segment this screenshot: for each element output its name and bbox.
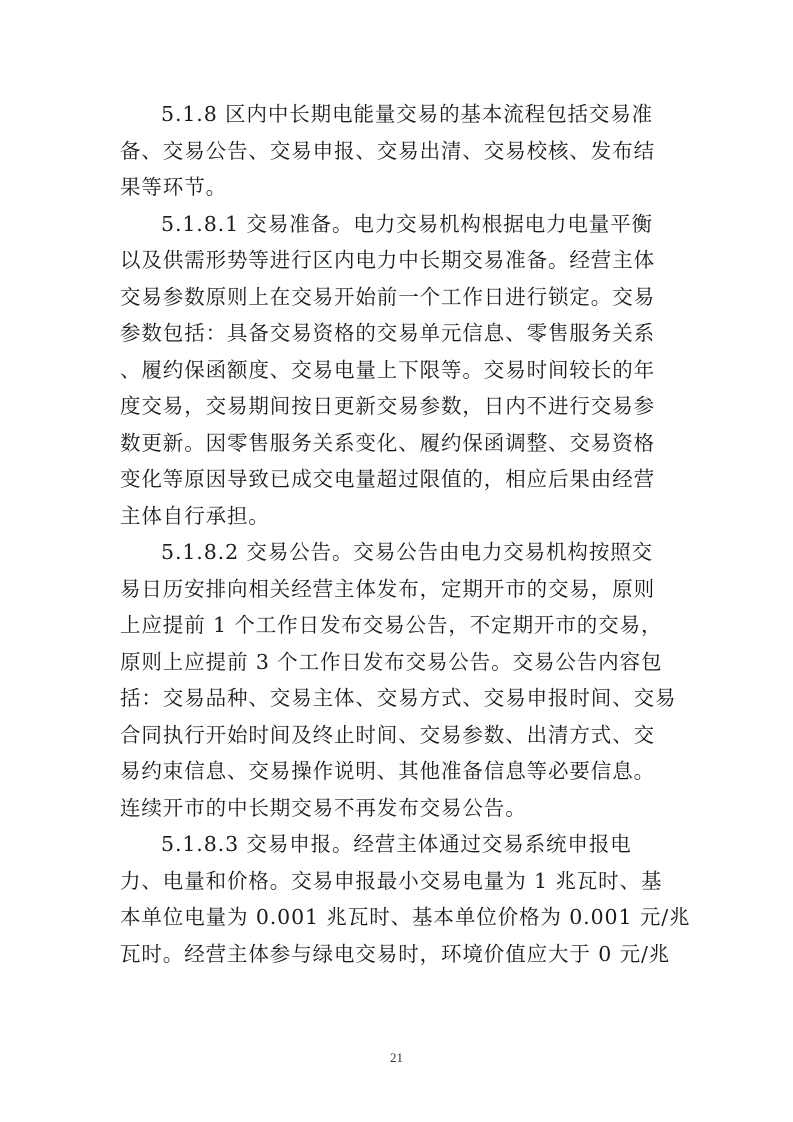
text-line: 瓦时。经营主体参与绿电交易时，环境价值应大于 0 元/兆 (120, 941, 671, 966)
text-line: 5.1.8.3 交易申报。经营主体通过交易系统申报电 (161, 832, 632, 856)
text-line: 5.1.8.2 交易公告。交易公告由电力交易机构按照交 (161, 540, 654, 564)
text-line: 连续开市的中长期交易不再发布交易公告。 (120, 795, 527, 820)
text-line: 括：交易品种、交易主体、交易方式、交易申报时间、交易 (120, 686, 677, 710)
text-line: 数更新。因零售服务关系变化、履约保函调整、交易资格 (120, 430, 655, 455)
text-line: 原则上应提前 3 个工作日发布交易公告。交易公告内容包 (120, 649, 663, 674)
text-line: 、履约保函额度、交易电量上下限等。交易时间较长的年 (120, 357, 655, 382)
text-line: 参数包括：具备交易资格的交易单元信息、零售服务关系 (120, 321, 655, 345)
text-line: 主体自行承担。 (120, 503, 270, 528)
paragraph-5-1-8 (120, 96, 675, 206)
text-line: 以及供需形势等进行区内电力中长期交易准备。经营主体 (120, 248, 655, 272)
text-line: 5.1.8.1 交易准备。电力交易机构根据电力电量平衡 (161, 211, 654, 236)
text-line: 易约束信息、交易操作说明、其他准备信息等必要信息。 (120, 759, 655, 783)
paragraph-5-1-8-2 (120, 534, 675, 826)
text-line: 上应提前 1 个工作日发布交易公告，不定期开市的交易， (120, 613, 663, 637)
paragraph-5-1-8-1 (120, 206, 675, 535)
text-line: 本单位电量为 0.001 兆瓦时、基本单位价格为 0.001 元/兆 (120, 905, 691, 929)
text-line: 备、交易公告、交易申报、交易出清、交易校核、发布结 (120, 138, 655, 163)
body-text (120, 96, 691, 972)
text-line: 易日历安排向相关经营主体发布，定期开市的交易，原则 (120, 576, 655, 601)
text-line: 力、电量和价格。交易申报最小交易电量为 1 兆瓦时、基 (120, 868, 663, 893)
text-line: 度交易，交易期间按日更新交易参数，日内不进行交易参 (120, 394, 655, 418)
paragraph-5-1-8-3 (120, 826, 691, 972)
text-line: 果等环节。 (120, 175, 227, 199)
text-line: 交易参数原则上在交易开始前一个工作日进行锁定。交易 (120, 284, 655, 309)
text-line: 5.1.8 区内中长期电能量交易的基本流程包括交易准 (161, 102, 654, 126)
text-line: 合同执行开始时间及终止时间、交易参数、出清方式、交 (120, 722, 655, 747)
page-number: 21 (390, 1050, 403, 1065)
text-line: 变化等原因导致已成交电量超过限值的，相应后果由经营 (120, 467, 655, 491)
